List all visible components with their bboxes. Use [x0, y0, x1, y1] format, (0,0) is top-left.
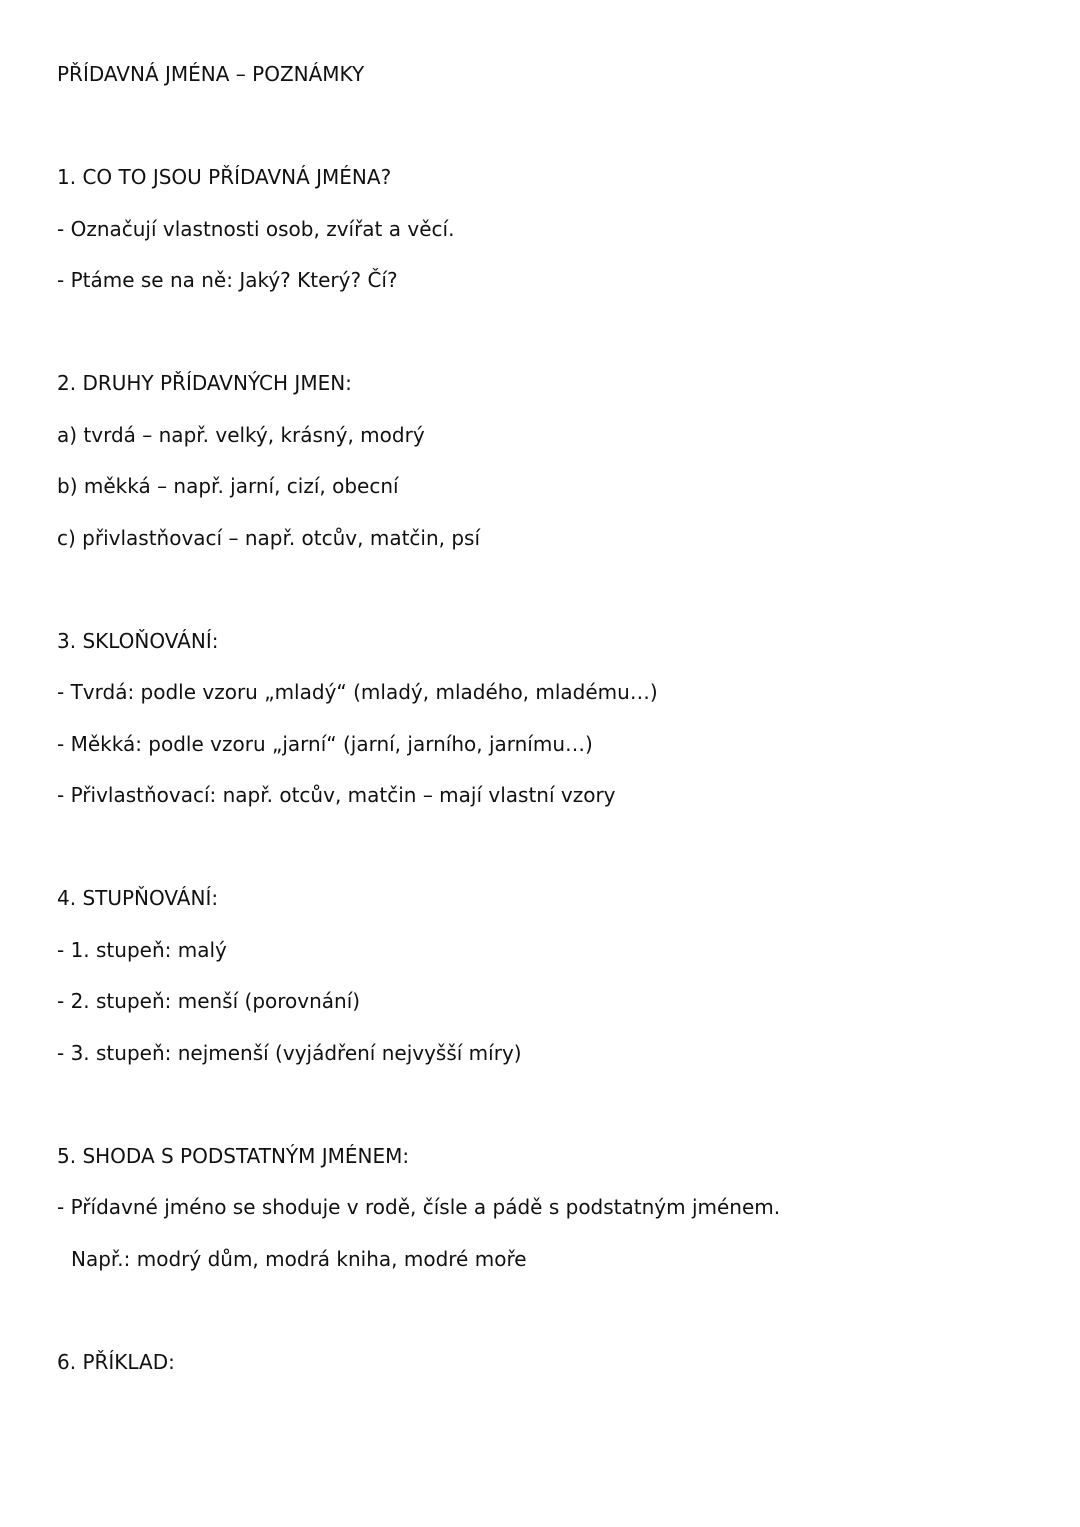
section-line: - 2. stupeň: menší (porovnání): [57, 989, 361, 1013]
section-line: - 1. stupeň: malý: [57, 937, 227, 962]
section-line: - Ptáme se na ně: Jaký? Který? Čí?: [57, 268, 398, 292]
spacer: [57, 114, 1040, 138]
section-heading: 4. STUPŇOVÁNÍ:: [57, 886, 219, 910]
spacer: [57, 835, 1040, 859]
spacer: [57, 1298, 1040, 1322]
section-line: - 3. stupeň: nejmenší (vyjádření nejvyšší míry): [57, 1040, 522, 1065]
section-line: - Tvrdá: podle vzoru „mladý“ (mladý, mladého, mladému…): [57, 680, 658, 704]
document-page: [57, 62, 1040, 1401]
section-6: [57, 1350, 1040, 1374]
section-3: [57, 629, 1040, 808]
section-2: [57, 371, 1040, 550]
section-line: b) měkká – např. jarní, cizí, obecní: [57, 474, 399, 498]
section-4: [57, 886, 1040, 1065]
spacer: [57, 577, 1040, 601]
section-heading: 3. SKLOŇOVÁNÍ:: [57, 628, 219, 653]
section-heading: 6. PŘÍKLAD:: [57, 1349, 175, 1374]
example-line: Např.: modrý dům, modrá kniha, modré moře: [71, 1246, 527, 1271]
spacer: [57, 320, 1040, 344]
section-line: a) tvrdá – např. velký, krásný, modrý: [57, 422, 425, 447]
section-heading: 2. DRUHY PŘÍDAVNÝCH JMEN:: [57, 371, 352, 395]
section-heading: 5. SHODA S PODSTATNÝM JMÉNEM:: [57, 1143, 410, 1168]
section-heading: 1. CO TO JSOU PŘÍDAVNÁ JMÉNA?: [57, 165, 392, 189]
section-5: [57, 1144, 1040, 1271]
section-line: - Přivlastňovací: např. otcův, matčin – mají vlastní vzory: [57, 783, 616, 807]
section-1: [57, 165, 1040, 292]
section-line: - Přídavné jméno se shoduje v rodě, čísle a pádě s podstatným jménem.: [57, 1195, 781, 1219]
section-line: c) přivlastňovací – např. otcův, matčin, psí: [57, 525, 481, 550]
spacer: [57, 1092, 1040, 1116]
section-line: - Označují vlastnosti osob, zvířat a věcí.: [57, 216, 455, 241]
section-line: - Měkká: podle vzoru „jarní“ (jarní, jarního, jarnímu…): [57, 731, 593, 756]
document-title: PŘÍDAVNÁ JMÉNA – POZNÁMKY: [57, 62, 365, 86]
